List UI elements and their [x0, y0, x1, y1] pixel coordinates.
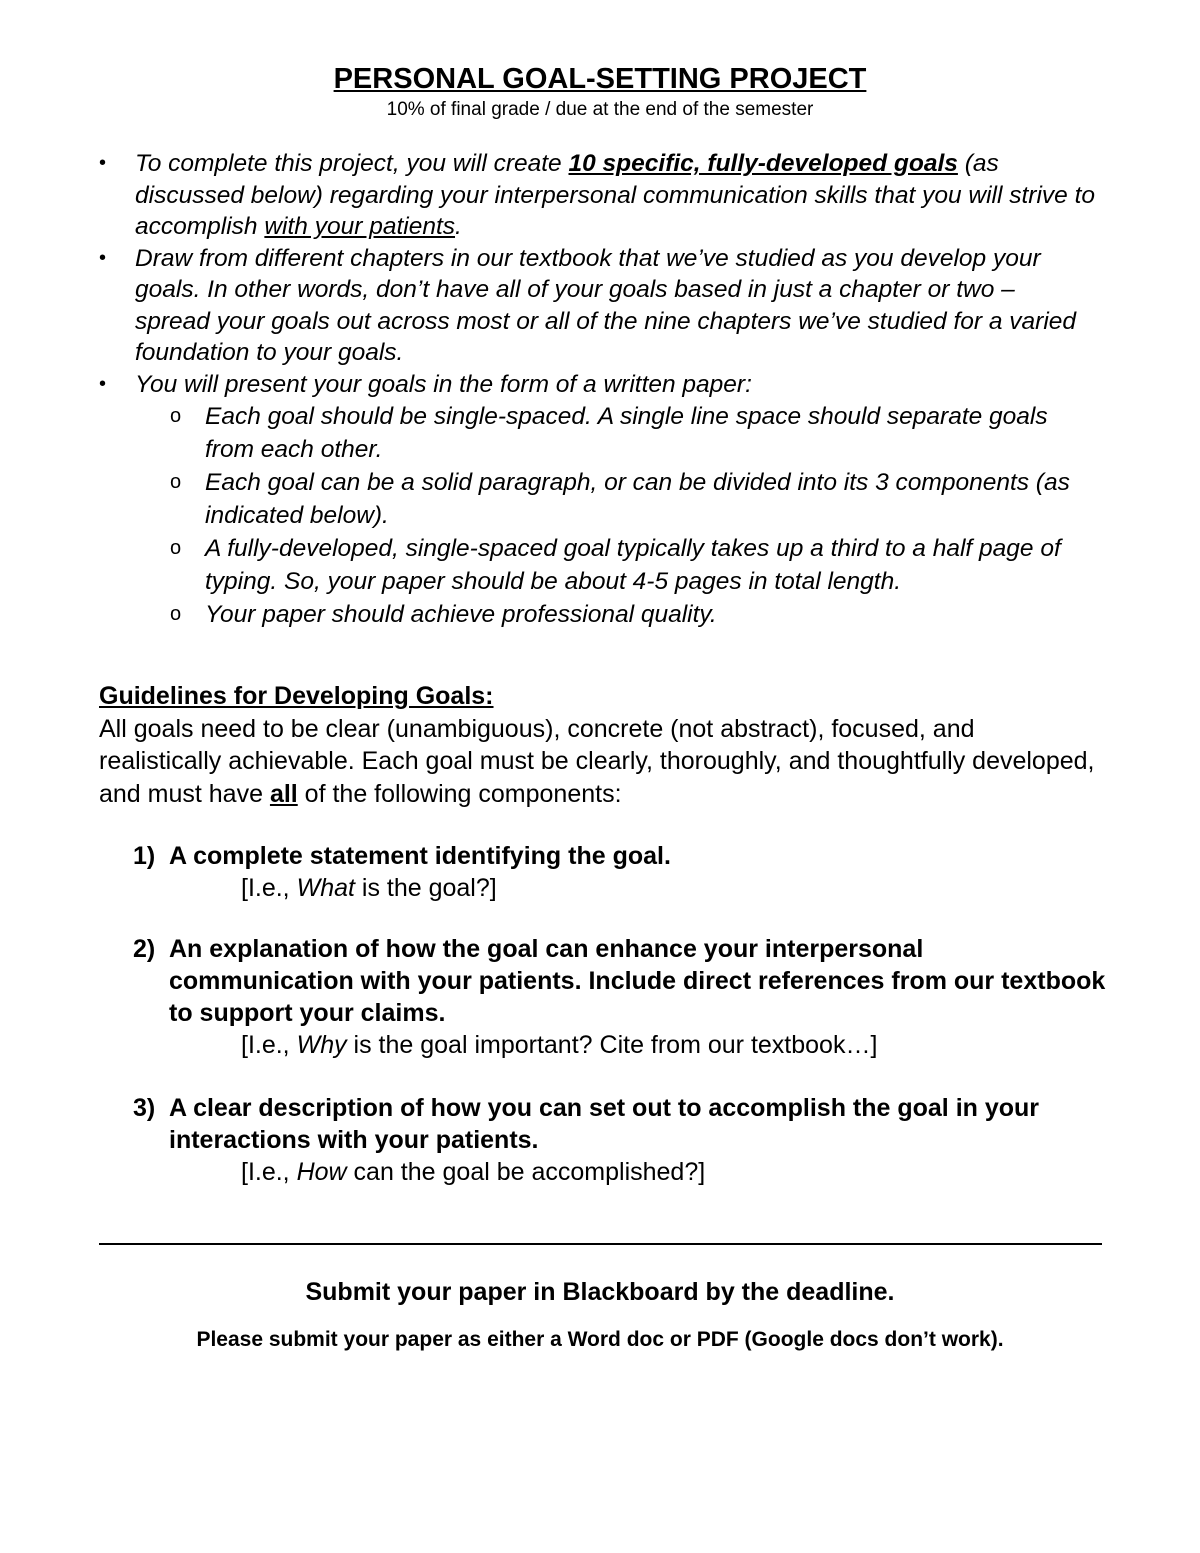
instruction-underline: with your patients	[264, 213, 456, 240]
bullet-icon: •	[99, 152, 107, 174]
sub-instruction-text: Your paper should achieve professional quality.	[205, 601, 717, 628]
component-number: 2)	[133, 935, 156, 963]
circle-bullet-icon: o	[170, 603, 182, 625]
instruction-item	[0, 369, 1095, 401]
circle-bullet-icon: o	[170, 471, 182, 493]
divider	[99, 1243, 1102, 1245]
circle-bullet-icon: o	[170, 405, 182, 427]
sub-instruction-text: Each goal can be a solid paragraph, or can be divided into its 3 components (as indicated below).	[205, 469, 1070, 529]
sub-instruction-item	[0, 598, 1100, 631]
sub-instruction-item	[0, 400, 1100, 466]
hint-emphasis: What	[296, 874, 355, 902]
bullet-icon: •	[99, 246, 107, 269]
component-statement: A clear description of how you can set out to accomplish the goal in your interactions with your patients.	[169, 1094, 1040, 1154]
sub-instruction-text: Each goal should be single-spaced. A single line space should separate goals from each other.	[205, 403, 1048, 463]
component-hint	[241, 872, 1200, 904]
guidelines-body	[99, 713, 1099, 811]
hint-text: can the goal be accomplished?]	[346, 1158, 706, 1186]
component-number: 3)	[133, 1094, 156, 1122]
circle-bullet-icon: o	[170, 537, 182, 559]
instruction-text: You will present your goals in the form of a written paper:	[135, 370, 752, 398]
guidelines-section	[99, 680, 1099, 810]
component-number: 1)	[133, 842, 156, 870]
sub-instruction-text: A fully-developed, single-spaced goal typically takes up a third to a half page of typing. So, your paper should be about 4-5 pages in total length.	[205, 535, 1061, 595]
instruction-item	[0, 243, 1095, 369]
hint-text: is the goal?]	[354, 874, 497, 902]
instruction-item	[0, 148, 1095, 243]
component-hint	[241, 1029, 1200, 1061]
sub-instruction-item	[0, 466, 1100, 532]
guidelines-emphasis: all	[269, 779, 298, 808]
guidelines-heading: Guidelines for Developing Goals:	[99, 682, 494, 710]
hint-text: [I.e.,	[241, 1031, 297, 1059]
hint-text: [I.e.,	[241, 1158, 297, 1186]
hint-text: is the goal important? Cite from our textbook…]	[346, 1031, 878, 1059]
component-statement: An explanation of how the goal can enhance your interpersonal communication with your patients. Include direct references from our textbook to support your claims.	[169, 935, 1106, 1027]
component-hint	[241, 1156, 1200, 1188]
component-statement: A complete statement identifying the goal.	[169, 842, 671, 870]
instruction-text: To complete this project, you will create	[135, 150, 569, 177]
instruction-text: .	[455, 213, 462, 240]
instruction-text: (as discussed below) regarding your interpersonal communication skills that you will strive to accomplish	[135, 150, 1096, 240]
page-subtitle: 10% of final grade / due at the end of the semester	[386, 99, 814, 120]
hint-emphasis: How	[296, 1158, 347, 1186]
guidelines-text: of the following components:	[297, 779, 622, 808]
guidelines-text: All goals need to be clear (unambiguous), concrete (not abstract), focused, and realistically achievable. Each goal must be clearly, thoroughly, and thoughtfully developed, and must have	[99, 714, 1095, 808]
hint-text: [I.e.,	[241, 874, 297, 902]
hint-emphasis: Why	[296, 1031, 347, 1059]
instruction-emphasis: 10 specific, fully-developed goals	[568, 150, 958, 177]
component-item	[0, 933, 1200, 1061]
bullet-icon: •	[99, 372, 107, 395]
instruction-text: Draw from different chapters in our textbook that we’ve studied as you develop your goals. In other words, don’t have all of your goals based in just a chapter or two – spread your goals out across most or all of the nine chapters we’ve studied for a varied foundation to your goals.	[135, 244, 1077, 366]
component-item	[0, 1092, 1200, 1188]
format-note: Please submit your paper as either a Word doc or PDF (Google docs don’t work).	[196, 1328, 1004, 1351]
component-item	[0, 840, 1200, 904]
instruction-list	[0, 148, 1200, 631]
page-title: PERSONAL GOAL-SETTING PROJECT	[333, 63, 867, 95]
submit-instruction: Submit your paper in Blackboard by the deadline.	[305, 1278, 895, 1306]
sub-instruction-item	[0, 532, 1100, 598]
